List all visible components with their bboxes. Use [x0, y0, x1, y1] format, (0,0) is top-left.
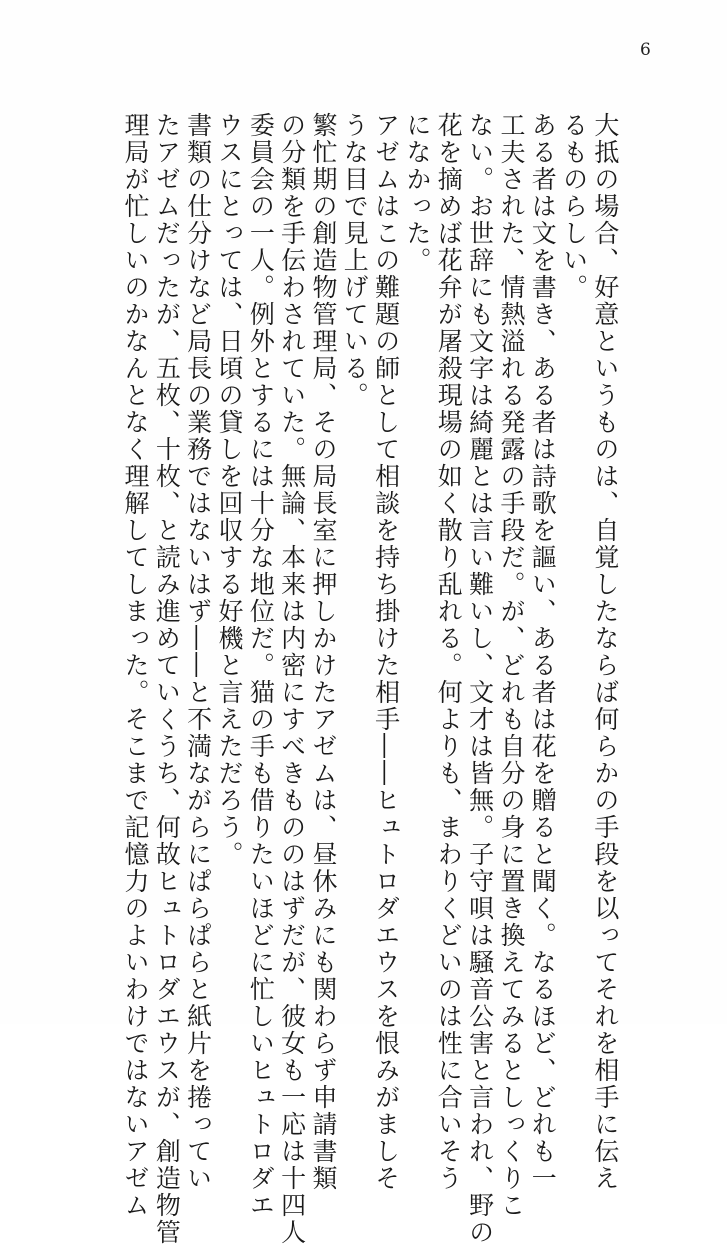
text-line: の分類を手伝わされていた。無論、本来は内密にすべきもののはずだが、彼女も一応は十四人 — [277, 112, 307, 1246]
text-line: うな目で見上げている。 — [340, 112, 370, 409]
text-line: 大抵の場合、好意というものは、自覚したならば何らかの手段を以ってそれを相手に伝え — [590, 112, 620, 1192]
text-line: 理局が忙しいのかなんとなく理解してしまった。そこまで記憶力のよいわけではないアゼム — [121, 112, 150, 1219]
text-line: 花を摘めば花弁が屠殺現場の如く散り乱れる。何よりも、まわりくどいのは性に合いそう — [434, 112, 464, 1192]
body-text — [118, 112, 620, 1246]
text-line: 繁忙期の創造物管理局、その局長室に押しかけたアゼムは、昼休みにも関わらず申請書類 — [308, 112, 338, 1192]
page-number: 6 — [640, 40, 651, 60]
text-line: ウスにとっては、日頃の貸しを回収する好機と言えただろう。 — [214, 112, 244, 868]
text-line: アゼムはこの難題の師として相談を持ち掛けた相手――ヒュトロダエウスを恨みがましそ — [371, 112, 401, 1192]
text-line: るものらしい。 — [559, 112, 589, 301]
text-line: ある者は文を書き、ある者は詩歌を謳い、ある者は花を贈ると聞く。なるほど、どれも一 — [528, 112, 558, 1192]
text-line: たアゼムだったが、五枚、十枚、と読み進めていくうち、何故ヒュトロダエウスが、創造物管 — [152, 112, 182, 1246]
text-line: 委員会の一人。例外とするには十分な地位だ。猫の手も借りたいほどに忙しいヒュトロダエ — [246, 112, 276, 1219]
text-line: 工夫された、情熱溢れる発露の手段だ。が、どれも自分の身に置き換えてみるとしっくりこ — [496, 112, 526, 1219]
text-line: 書類の仕分けなど局長の業務ではないはず――と不満ながらにぱらぱらと紙片を捲ってい — [183, 112, 213, 1192]
text-line: になかった。 — [402, 112, 432, 274]
text-line: ない。お世辞にも文字は綺麗とは言い難いし、文才は皆無。子守唄は騒音公害と言われ、野の — [465, 112, 495, 1246]
